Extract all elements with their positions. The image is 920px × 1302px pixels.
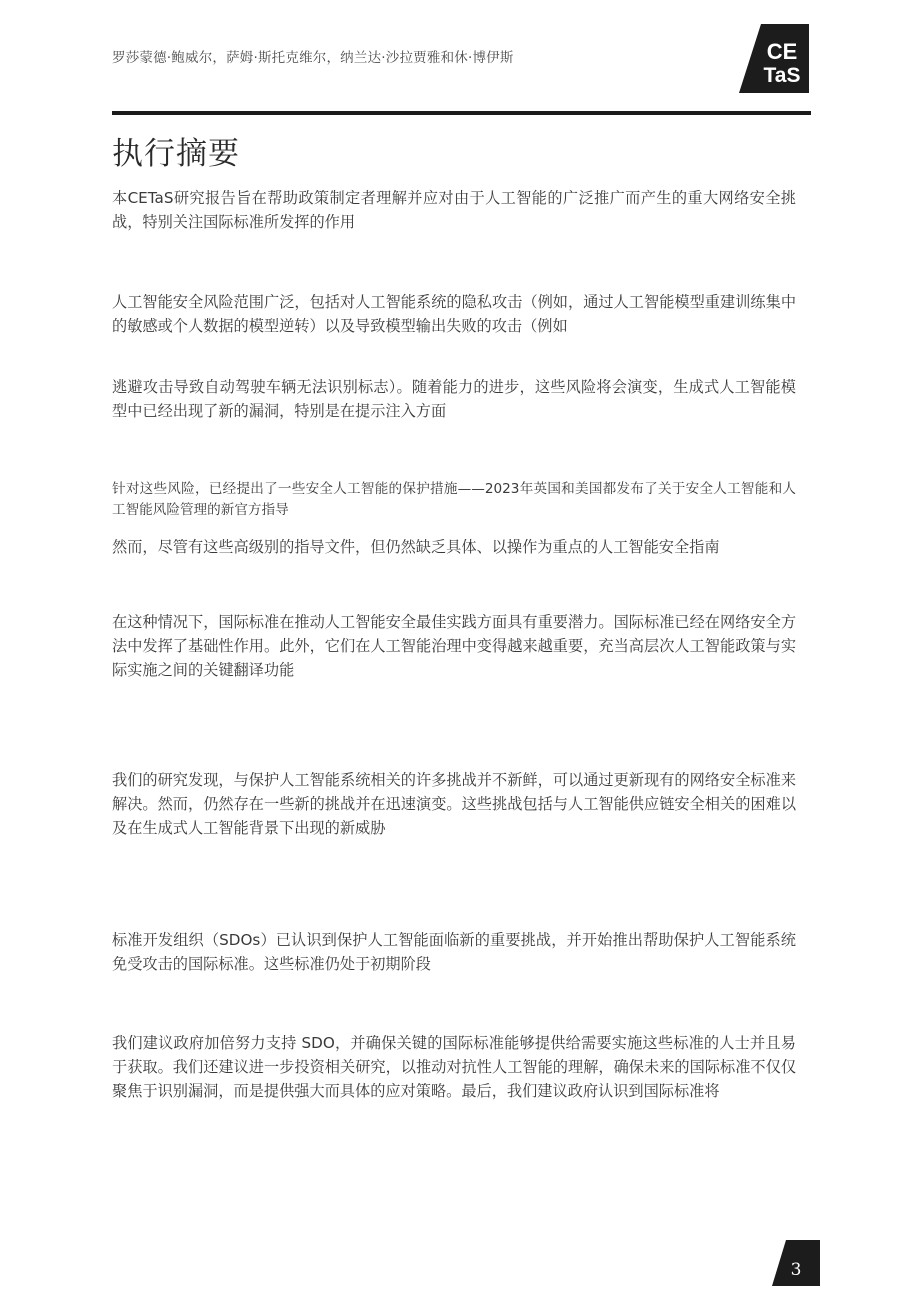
header-divider <box>112 111 811 115</box>
paragraph-guidance: 针对这些风险，已经提出了一些安全人工智能的保护措施——2023年英国和美国都发布了关于安全人工智能和人工智能风险管理的新官方指导 <box>112 481 796 518</box>
paragraph-evasion: 逃避攻击导致自动驾驶车辆无法识别标志）。随着能力的进步，这些风险将会演变，生成式人工智能模型中已经出现了新的漏洞，特别是在提示注入方面 <box>112 378 796 420</box>
paragraph-findings: 我们的研究发现，与保护人工智能系统相关的许多挑战并不新鲜，可以通过更新现有的网络安全标准来解决。然而，仍然存在一些新的挑战并在迅速演变。这些挑战包括与人工智能供应链安全相关的困难以及在生成式人工智能背景下出现的新威胁 <box>112 771 796 837</box>
page-number: 3 <box>790 1260 802 1280</box>
cetas-logo <box>739 24 809 93</box>
logo-text-bottom: TaS <box>763 64 801 87</box>
paragraph-sdos: 标准开发组织（SDOs）已认识到保护人工智能面临新的重要挑战，并开始推出帮助保护人工智能系统免受攻击的国际标准。这些标准仍处于初期阶段 <box>112 931 796 973</box>
paragraph-intro: 本CETaS研究报告旨在帮助政策制定者理解并应对由于人工智能的广泛推广而产生的重大网络安全挑战，特别关注国际标准所发挥的作用 <box>112 189 796 231</box>
paragraph-risks: 人工智能安全风险范围广泛，包括对人工智能系统的隐私攻击（例如，通过人工智能模型重建训练集中的敏感或个人数据的模型逆转）以及导致模型输出失败的攻击（例如 <box>112 293 796 335</box>
paragraph-standards: 在这种情况下，国际标准在推动人工智能安全最佳实践方面具有重要潜力。国际标准已经在网络安全方法中发挥了基础性作用。此外，它们在人工智能治理中变得越来越重要，充当高层次人工智能政策与实际实施之间的关键翻译功能 <box>112 613 796 679</box>
page-title: 执行摘要 <box>112 136 240 172</box>
page-number-badge <box>772 1240 820 1286</box>
paragraph-gap: 然而，尽管有这些高级别的指导文件，但仍然缺乏具体、以操作为重点的人工智能安全指南 <box>112 538 720 556</box>
header-authors: 罗莎蒙德·鲍威尔，萨姆·斯托克维尔，纳兰达·沙拉贾雅和休·博伊斯 <box>112 50 514 66</box>
paragraph-recommendations: 我们建议政府加倍努力支持 SDO，并确保关键的国际标准能够提供给需要实施这些标准的人士并且易于获取。我们还建议进一步投资相关研究，以推动对抗性人工智能的理解，确保未来的国际标准不仅仅聚焦于识别漏洞，而是提供强大而具体的应对策略。最后，我们建议政府认识到国际标准将 <box>112 1034 796 1100</box>
logo-text-top: CE <box>766 39 798 64</box>
